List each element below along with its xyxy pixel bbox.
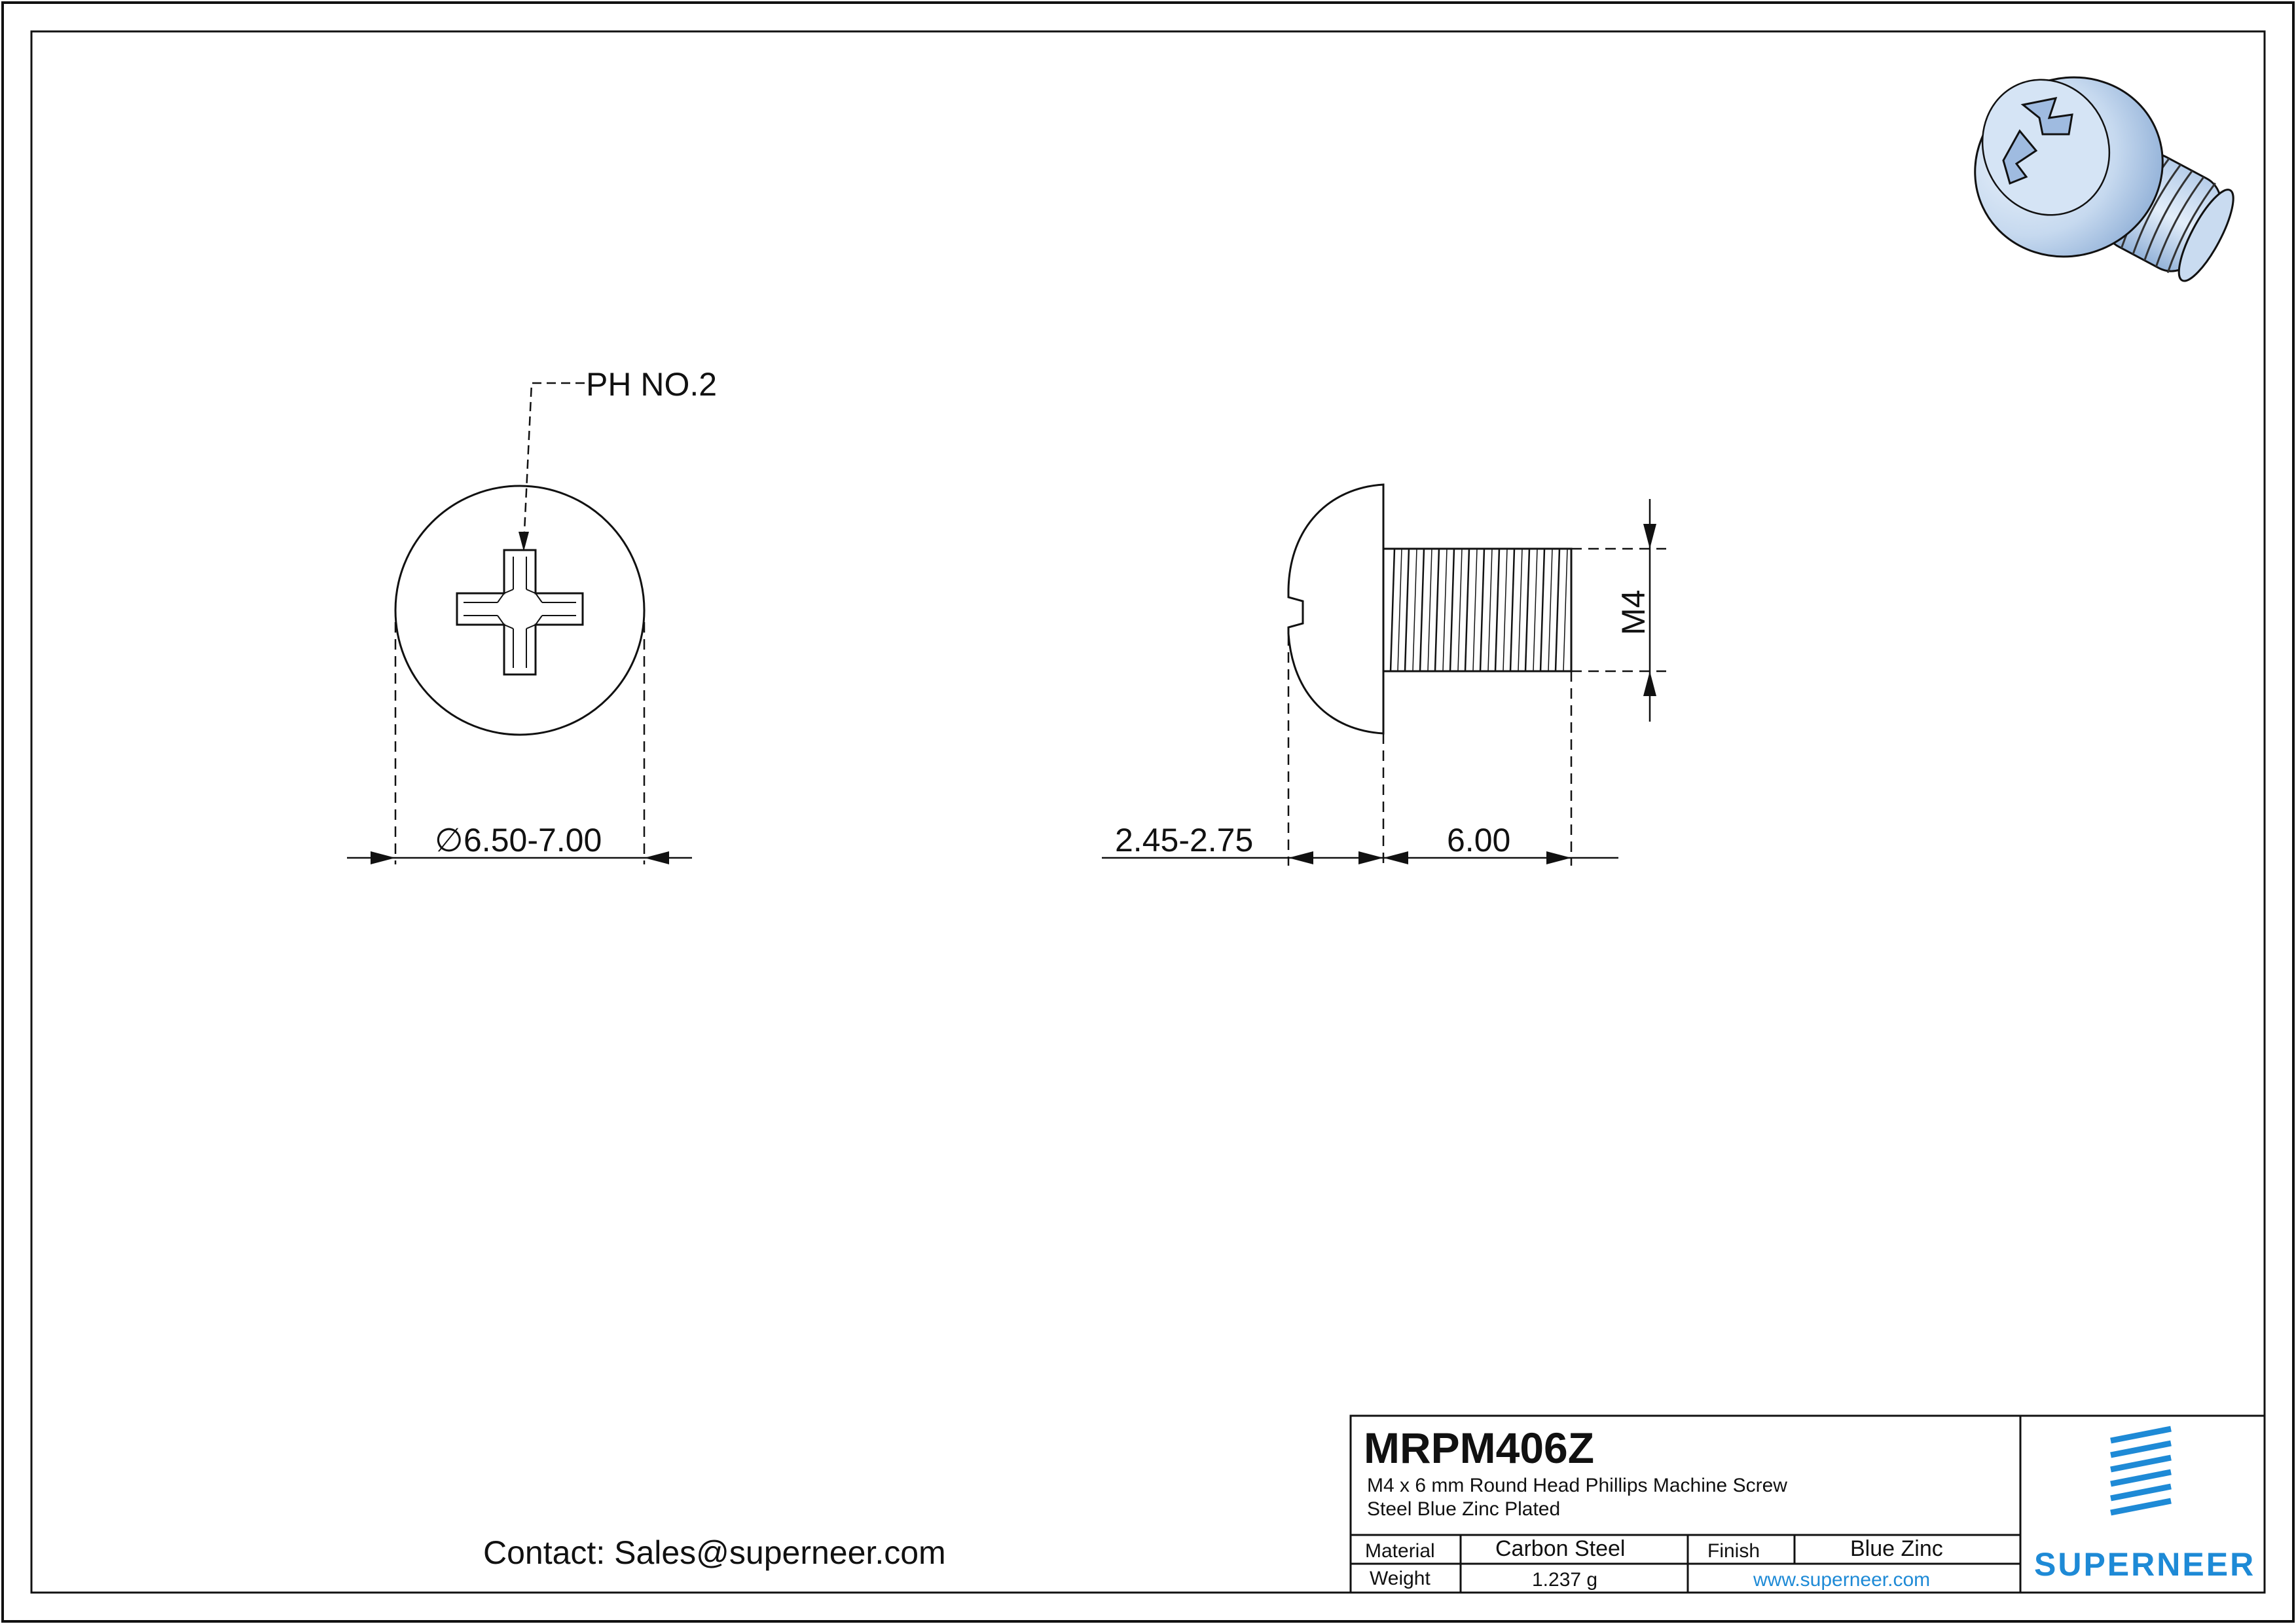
diameter-symbol: ∅ [435,822,464,858]
drive-leader [524,383,585,545]
material-label: Material [1365,1540,1435,1562]
head-height-dimension-text: 2.45-2.75 [1115,822,1254,858]
phillips-recess [457,550,583,674]
screw-head-profile [1288,485,1383,733]
description-line-1: M4 x 6 mm Round Head Phillips Machine Screw [1367,1475,1787,1496]
drive-type-label: PH NO.2 [586,366,718,403]
thread-crests [1391,549,1567,671]
material-value: Carbon Steel [1495,1536,1626,1561]
description-line-2: Steel Blue Zinc Plated [1367,1498,1561,1520]
contact-email[interactable]: Contact: Sales@superneer.com [483,1534,946,1571]
weight-label: Weight [1370,1568,1430,1589]
front-view [347,383,692,864]
finish-label: Finish [1707,1540,1760,1562]
length-dimension-text: 6.00 [1447,822,1511,858]
brand-name: SUPERNEER [2034,1546,2256,1583]
outer-border [3,3,2293,1621]
finish-value: Blue Zinc [1850,1536,1943,1561]
part-number: MRPM406Z [1364,1424,1595,1472]
screw-head-outline [395,486,644,735]
weight-value: 1.237 g [1532,1569,1598,1591]
website-link[interactable]: www.superneer.com [1753,1569,1931,1591]
thread-size-text: M4 [1615,589,1652,635]
inner-border [31,31,2265,1593]
diameter-dimension-text: 6.50-7.00 [464,822,602,858]
side-view [1102,485,1666,866]
screw-3d-icon [1946,46,2243,287]
